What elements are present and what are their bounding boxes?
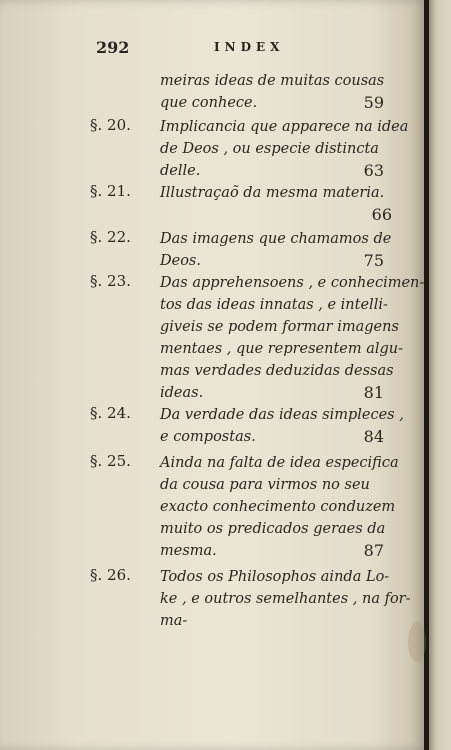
entry-text: de Deos , ou especie distincta	[160, 141, 379, 157]
section-number: §. 23.	[90, 272, 131, 290]
entry-text: Da verdade das ideas simpleces ,	[160, 407, 404, 423]
section-number: §. 20.	[90, 116, 131, 134]
entry-text-line	[160, 182, 392, 204]
entry-text: Ainda na falta de idea especifica	[160, 455, 399, 471]
entry-text: muito os predicados geraes da	[160, 521, 386, 537]
entry-text-line	[160, 474, 392, 496]
entry-text-line	[160, 316, 399, 338]
entry-text: giveis se podem formar imagens	[160, 319, 399, 335]
entry-text: tos das ideas innatas , e intelli-	[160, 297, 388, 313]
entry-text-line	[160, 294, 392, 316]
entry-text-line	[160, 228, 392, 250]
entry-text-line	[160, 382, 392, 404]
section-number: §. 26.	[90, 566, 131, 584]
index-entry	[90, 70, 400, 114]
entry-text-line	[160, 540, 392, 562]
entry-text-line	[160, 70, 392, 92]
entry-text: e compostas.	[160, 429, 256, 445]
entry-text: exacto conhecimento conduzem	[160, 499, 396, 515]
entry-text: mesma.	[160, 543, 217, 559]
entry-text-line	[160, 250, 392, 272]
index-entry	[90, 182, 400, 226]
entry-page-number: 59	[363, 93, 384, 112]
entry-text: Das apprehensoens , e conhecimen-	[160, 275, 425, 291]
entry-text: Illustraçaõ da mesma materia.	[160, 185, 385, 201]
entry-text-line	[160, 160, 392, 182]
entry-text-line	[160, 92, 392, 114]
entry-text: Deos.	[160, 253, 201, 269]
entry-text: mentaes , que representem algu-	[160, 341, 404, 357]
entry-text: meiras ideas de muitas cousas	[160, 73, 385, 89]
running-head: INDEX	[214, 40, 285, 54]
entry-page-number: 81	[363, 383, 384, 402]
entry-page-number: 87	[363, 541, 384, 560]
index-entry	[90, 272, 425, 404]
entry-text-line	[160, 360, 392, 382]
index-entry	[90, 566, 411, 632]
page-number: 292	[96, 38, 130, 57]
entry-text: ke , e outros semelhantes , na for-	[160, 591, 411, 607]
entry-text-line	[160, 588, 411, 610]
entry-text: Implicancia que apparece na idea	[160, 119, 409, 135]
entry-text: ma-	[160, 613, 188, 629]
section-number: §. 22.	[90, 228, 131, 246]
entry-text: ideas.	[160, 385, 204, 401]
index-entry	[90, 228, 400, 272]
entry-text: que conhece.	[160, 95, 258, 111]
facing-page-edge	[429, 0, 451, 750]
entry-text-line	[160, 610, 392, 632]
entry-text-line	[160, 452, 399, 474]
entry-page-number: 66	[371, 205, 392, 224]
entry-text: Das imagens que chamamos de	[160, 231, 392, 247]
entry-page-number: 75	[363, 251, 384, 270]
entry-text-line	[160, 518, 392, 540]
section-number: §. 24.	[90, 404, 131, 422]
entry-text-line	[160, 272, 425, 294]
index-entry	[90, 452, 400, 562]
entry-text: da cousa para virmos no seu	[160, 477, 370, 493]
entry-page-number: 63	[363, 161, 384, 180]
entry-text-line	[160, 404, 404, 426]
entry-text-line	[160, 138, 392, 160]
entry-text-line	[160, 496, 396, 518]
entry-text: Todos os Philosophos ainda Lo-	[160, 569, 390, 585]
index-entry	[90, 116, 409, 182]
entry-text-line	[160, 426, 392, 448]
entry-page-number: 84	[363, 427, 384, 446]
entry-text: mas verdades deduzidas dessas	[160, 363, 394, 379]
section-number: §. 21.	[90, 182, 131, 200]
index-entry	[90, 404, 404, 448]
entry-text: delle.	[160, 163, 201, 179]
entry-text-line	[160, 116, 409, 138]
entry-text-line	[160, 566, 392, 588]
entry-text-line	[160, 338, 404, 360]
section-number: §. 25.	[90, 452, 131, 470]
